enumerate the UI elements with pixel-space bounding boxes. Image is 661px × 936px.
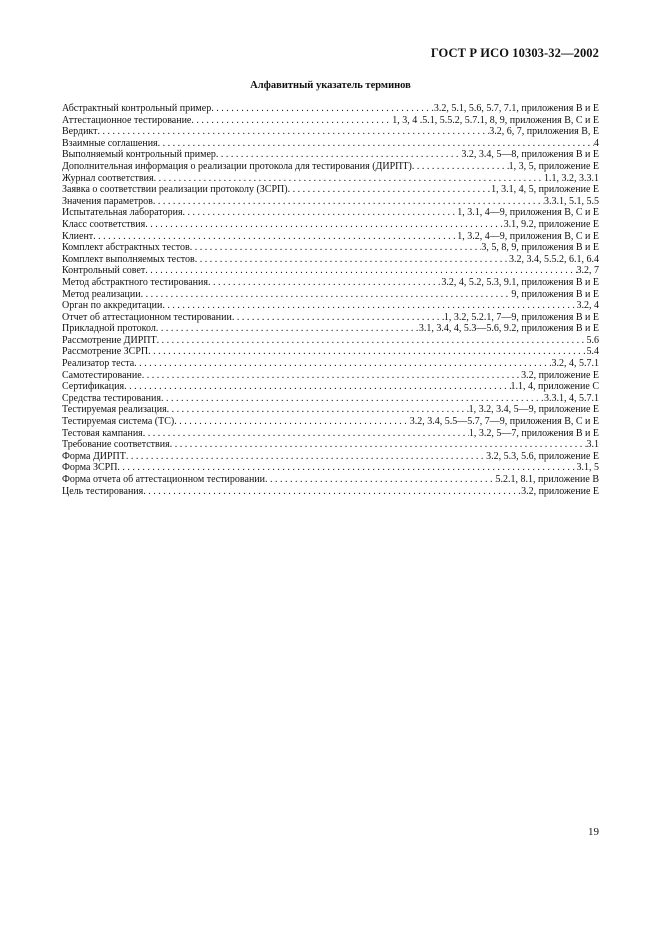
index-references: 3.1, 5	[576, 462, 599, 474]
index-references: 1.1, 4, приложение С	[510, 381, 599, 393]
leader-dots	[145, 219, 503, 231]
index-term: Тестируемая система (ТС)	[62, 416, 175, 428]
leader-dots	[154, 173, 544, 185]
index-references: 3.2, приложение Е	[521, 485, 599, 497]
index-term: Тестируемая реализация	[62, 404, 167, 416]
index-references: 1, 3.2, 3.4, 5—9, приложение Е	[468, 404, 599, 416]
index-term: Форма ЗСРП	[62, 462, 118, 474]
index-entry	[62, 300, 599, 312]
leader-dots	[412, 161, 509, 173]
index-entry	[62, 428, 599, 440]
index-entry	[62, 462, 599, 474]
index-term: Форма отчета об аттестационном тестировании	[62, 474, 265, 485]
index-entry	[62, 265, 599, 277]
leader-dots	[211, 103, 434, 115]
index-references: 1, 3.1, 4, 5, приложение Е	[491, 184, 599, 196]
leader-dots	[93, 231, 457, 243]
index-term: Значения параметров	[62, 195, 153, 207]
leader-dots	[124, 381, 510, 393]
index-entry	[62, 207, 599, 219]
index-references: 3.2, 4	[576, 300, 599, 312]
leader-dots	[174, 416, 410, 428]
leader-dots	[167, 404, 469, 416]
leader-dots	[156, 323, 419, 335]
index-entry	[62, 451, 599, 463]
index-entry	[62, 370, 599, 382]
leader-dots	[134, 358, 551, 370]
index-term: Требование соответствия	[62, 439, 170, 451]
leader-dots	[126, 451, 486, 463]
index-entry	[62, 126, 599, 138]
index-entry	[62, 393, 599, 405]
leader-dots	[216, 149, 462, 161]
index-term: Сертификация	[62, 381, 125, 393]
index-term: Взаимные соглашения	[62, 137, 158, 149]
leader-dots	[232, 312, 444, 324]
index-term: Аттестационное тестирование	[62, 114, 192, 126]
index-term: Цель тестирования	[62, 485, 144, 497]
index-entry	[62, 381, 599, 393]
leader-dots	[145, 265, 576, 277]
index-references: 3.2, 4, 5.2, 5.3, 9.1, приложения В и Е	[441, 276, 599, 288]
term-index	[62, 103, 599, 497]
index-references: 3.1, 3.4, 4, 5.3—5.6, 9.2, приложения В и Е	[418, 323, 599, 335]
index-term: Метод реализации	[62, 288, 141, 300]
leader-dots	[288, 184, 491, 196]
leader-dots	[170, 439, 587, 451]
leader-dots	[141, 289, 512, 301]
page-number: 19	[588, 826, 599, 838]
leader-dots	[161, 393, 544, 405]
index-entry	[62, 486, 599, 498]
index-term: Комплект абстрактных тестов	[62, 242, 190, 254]
index-term: Вердикт	[62, 126, 98, 138]
index-references: 4	[594, 137, 599, 149]
index-term: Тестовая кампания	[62, 427, 143, 439]
leader-dots	[98, 126, 490, 138]
index-term: Контрольный совет	[62, 265, 146, 277]
index-entry	[62, 335, 599, 347]
document-header: ГОСТ Р ИСО 10303-32—2002	[430, 46, 599, 60]
index-term: Испытательная лаборатория	[62, 207, 183, 219]
index-references: 3.2, приложение Е	[521, 369, 599, 381]
index-references: 1.1, 3.2, 3.3.1	[544, 172, 599, 184]
index-references: 3.3.1, 4, 5.7.1	[544, 392, 599, 404]
index-references: 3.2, 5.3, 5.6, приложение Е	[486, 450, 599, 462]
index-entry	[62, 115, 599, 127]
index-term: Метод абстрактного тестирования	[62, 276, 208, 288]
leader-dots	[265, 474, 496, 486]
index-references: 5.2.1, 8.1, приложение В	[495, 474, 599, 485]
index-references: 9, приложения В и Е	[511, 288, 599, 300]
leader-dots	[208, 277, 441, 289]
leader-dots	[162, 300, 576, 312]
index-references: 1, 3, 4 .5.1, 5.5.2, 5.7.1, 8, 9, приложения В, С и Е	[392, 114, 599, 126]
index-term: Выполняемый контрольный пример	[62, 149, 216, 161]
index-references: 3.2, 3.4, 5—8, приложения В и Е	[461, 149, 599, 161]
leader-dots	[191, 115, 392, 127]
index-references: 1, 3.1, 4—9, приложения В, С и Е	[457, 207, 599, 219]
index-references: 3.3.1, 5.1, 5.5	[544, 195, 599, 207]
index-entry	[62, 439, 599, 451]
leader-dots	[148, 346, 586, 358]
index-references: 1, 3, 5, приложение Е	[508, 160, 599, 172]
index-references: 1, 3.2, 5—7, приложения В и Е	[468, 427, 599, 439]
index-entry	[62, 312, 599, 324]
index-references: 3, 5, 8, 9, приложения В и Е	[481, 242, 599, 254]
index-references: 3.2, 7	[576, 265, 599, 277]
index-references: 3.2, 3.4, 5.5—5.7, 7—9, приложения В, С и Е	[409, 416, 599, 428]
index-term: Класс соответствия	[62, 218, 146, 230]
leader-dots	[183, 207, 458, 219]
index-term: Прикладной протокол	[62, 323, 156, 335]
index-entry	[62, 474, 599, 486]
index-term: Реализатор теста	[62, 358, 135, 370]
index-references: 3.2, 6, 7, приложения В, Е	[489, 126, 599, 138]
index-term: Рассмотрение ДИРПТ	[62, 334, 157, 346]
index-references: 3.2, 3.4, 5.5.2, 6.1, 6.4	[509, 253, 599, 265]
index-entry	[62, 323, 599, 335]
index-references: 3.2, 5.1, 5.6, 5.7, 7.1, приложения В и Е	[433, 103, 599, 114]
index-entry	[62, 404, 599, 416]
index-references: 5.6	[586, 334, 599, 346]
index-term: Клиент	[62, 230, 94, 242]
index-term: Заявка о соответствии реализации протоколу (ЗСРП)	[62, 184, 288, 196]
leader-dots	[158, 138, 594, 150]
leader-dots	[142, 370, 521, 382]
index-entry	[62, 138, 599, 150]
index-entry	[62, 103, 599, 115]
leader-dots	[157, 335, 587, 347]
page-title: Алфавитный указатель терминов	[250, 80, 411, 91]
index-term: Рассмотрение ЗСРП	[62, 346, 149, 358]
index-entry	[62, 231, 599, 243]
index-entry	[62, 184, 599, 196]
index-term: Абстрактный контрольный пример	[62, 103, 212, 114]
index-references: 3.1	[586, 439, 599, 451]
leader-dots	[190, 242, 482, 254]
index-term: Журнал соответствия	[62, 172, 154, 184]
index-entry	[62, 149, 599, 161]
index-term: Средства тестирования	[62, 392, 161, 404]
index-references: 5.4	[586, 346, 599, 358]
index-entry	[62, 346, 599, 358]
index-entry	[62, 173, 599, 185]
index-entry	[62, 242, 599, 254]
leader-dots	[143, 486, 521, 498]
index-entry	[62, 196, 599, 208]
index-term: Форма ДИРПТ	[62, 450, 126, 462]
index-entry	[62, 219, 599, 231]
index-term: Орган по аккредитации	[62, 300, 163, 312]
index-entry	[62, 416, 599, 428]
index-entry	[62, 277, 599, 289]
index-references: 1, 3.2, 4—9, приложения В, С и Е	[457, 230, 599, 242]
index-entry	[62, 254, 599, 266]
index-entry	[62, 161, 599, 173]
index-term: Дополнительная информация о реализации протокола для тестирования (ДИРПТ)	[62, 160, 412, 172]
index-entry	[62, 358, 599, 370]
index-term: Отчет об аттестационном тестировании	[62, 311, 232, 323]
index-references: 3.1, 9.2, приложение Е	[503, 218, 599, 230]
leader-dots	[143, 428, 469, 440]
leader-dots	[153, 196, 544, 208]
index-references: 3.2, 4, 5.7.1	[551, 358, 599, 370]
leader-dots	[117, 462, 576, 474]
index-entry	[62, 289, 599, 301]
index-term: Комплект выполняемых тестов	[62, 253, 195, 265]
leader-dots	[195, 254, 509, 266]
index-references: 1, 3.2, 5.2.1, 7—9, приложения В и Е	[443, 311, 599, 323]
index-term: Самотестирование	[62, 369, 142, 381]
